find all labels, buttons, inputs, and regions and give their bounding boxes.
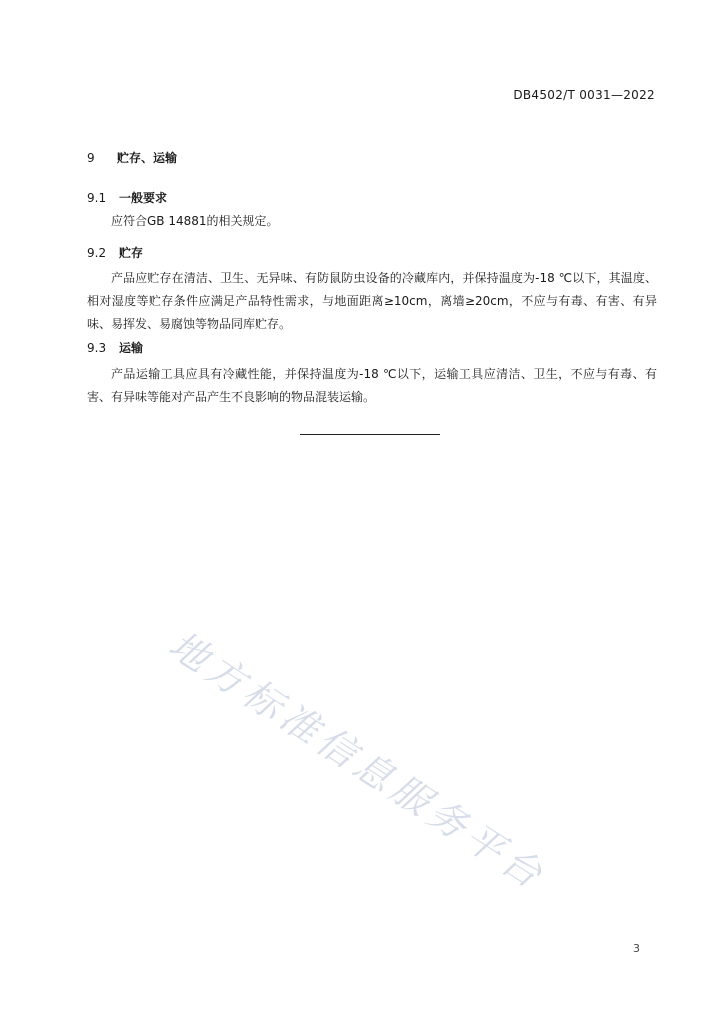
section-9-2-title: 贮存	[119, 246, 144, 260]
section-9-3-number: 9.3	[87, 341, 107, 355]
section-9-heading	[87, 149, 177, 166]
end-rule	[300, 434, 440, 435]
watermark-text: 地方标准信息服务平台	[161, 622, 555, 900]
section-9-number: 9	[87, 151, 95, 165]
section-9-1-title: 一般要求	[119, 191, 168, 205]
section-9-3-text: 产品运输工具应具有冷藏性能，并保持温度为-18 ℃以下，运输工具应清洁、卫生，不应与有毒、有害、有异味等能对产品产生不良影响的物品混装运输。	[87, 367, 657, 404]
section-9-2-heading	[87, 244, 143, 261]
section-9-3-heading	[87, 339, 143, 356]
section-9-1-number: 9.1	[87, 191, 107, 205]
section-9-1-heading	[87, 189, 167, 206]
section-9-2-number: 9.2	[87, 246, 107, 260]
standard-code: DB4502/T 0031—2022	[513, 88, 655, 102]
section-9-title: 贮存、运输	[117, 151, 178, 165]
section-9-2-text: 产品应贮存在清洁、卫生、无异味、有防鼠防虫设备的冷藏库内，并保持温度为-18 ℃以下，其温度、相对湿度等贮存条件应满足产品特性需求，与地面距离≥10cm，离墙≥20cm，不应与有毒、有害、有异味、易挥发、易腐蚀等物品同库贮存。	[87, 271, 657, 331]
page-number: 3	[633, 942, 640, 955]
section-9-1-text: 应符合GB 14881的相关规定。	[111, 214, 279, 228]
section-9-3-title: 运输	[119, 341, 144, 355]
